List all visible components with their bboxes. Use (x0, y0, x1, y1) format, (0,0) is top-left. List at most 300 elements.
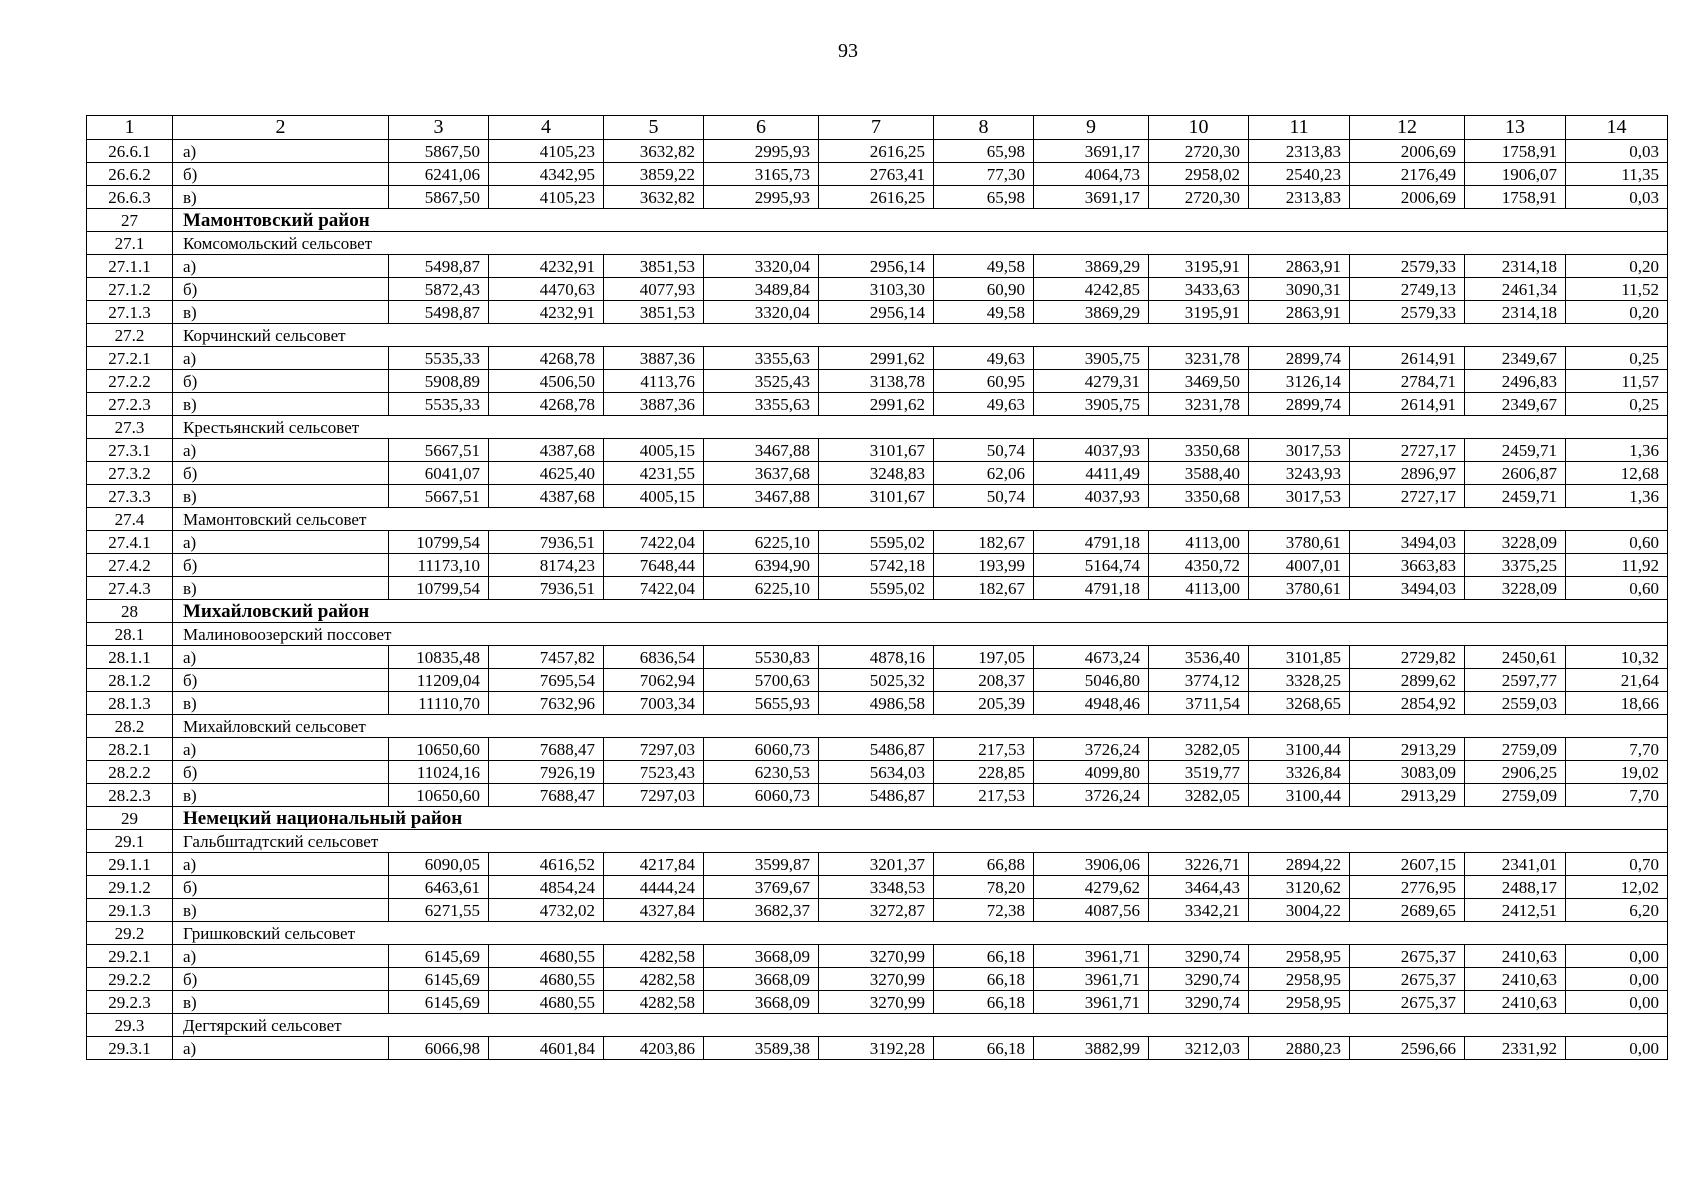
row-code: 29.2.2 (87, 968, 173, 991)
table-cell: 4279,62 (1034, 876, 1149, 899)
table-cell: 50,74 (934, 439, 1034, 462)
table-cell: 6836,54 (604, 646, 704, 669)
table-cell: 2720,30 (1149, 140, 1249, 163)
table-cell: 3320,04 (704, 255, 819, 278)
table-cell: 3887,36 (604, 393, 704, 416)
table-cell: 11,52 (1566, 278, 1668, 301)
row-label: б) (173, 968, 389, 991)
table-cell: 3494,03 (1350, 577, 1465, 600)
table-cell: 6145,69 (389, 968, 489, 991)
table-cell: 4732,02 (489, 899, 604, 922)
row-label: в) (173, 577, 389, 600)
table-cell: 4232,91 (489, 301, 604, 324)
table-cell: 3348,53 (819, 876, 934, 899)
table-cell: 3290,74 (1149, 945, 1249, 968)
table-cell: 11209,04 (389, 669, 489, 692)
row-code: 29 (87, 807, 173, 830)
table-cell: 2991,62 (819, 347, 934, 370)
table-row (87, 439, 1668, 462)
row-code: 27 (87, 209, 173, 232)
table-cell: 2313,83 (1249, 140, 1350, 163)
table-cell: 12,02 (1566, 876, 1668, 899)
table-cell: 2727,17 (1350, 439, 1465, 462)
table-cell: 0,00 (1566, 968, 1668, 991)
table-cell: 2899,74 (1249, 393, 1350, 416)
table-cell: 6225,10 (704, 577, 819, 600)
table-cell: 2559,03 (1465, 692, 1566, 715)
table-cell: 197,05 (934, 646, 1034, 669)
table-row (87, 347, 1668, 370)
row-label: б) (173, 278, 389, 301)
table-cell: 11110,70 (389, 692, 489, 715)
table-cell: 3355,63 (704, 393, 819, 416)
row-code: 29.1.1 (87, 853, 173, 876)
table-cell: 4948,46 (1034, 692, 1149, 715)
table-cell: 3290,74 (1149, 968, 1249, 991)
table-cell: 0,00 (1566, 991, 1668, 1014)
table-cell: 10799,54 (389, 531, 489, 554)
table-cell: 2863,91 (1249, 301, 1350, 324)
settlement-row (87, 623, 1668, 646)
table-cell: 3228,09 (1465, 531, 1566, 554)
table-cell: 5486,87 (819, 738, 934, 761)
table-cell: 3270,99 (819, 945, 934, 968)
table-cell: 0,00 (1566, 1037, 1668, 1060)
page-number: 93 (838, 40, 858, 62)
table-cell: 3248,83 (819, 462, 934, 485)
table-cell: 3494,03 (1350, 531, 1465, 554)
row-code: 27.4.1 (87, 531, 173, 554)
settlement-row (87, 1014, 1668, 1037)
table-cell: 4113,00 (1149, 577, 1249, 600)
row-code: 27.1.3 (87, 301, 173, 324)
table-cell: 5530,83 (704, 646, 819, 669)
table-cell: 4387,68 (489, 485, 604, 508)
column-number: 3 (389, 116, 489, 140)
table-row (87, 370, 1668, 393)
table-row (87, 577, 1668, 600)
table-cell: 5634,03 (819, 761, 934, 784)
table-cell: 3525,43 (704, 370, 819, 393)
table-cell: 2958,95 (1249, 991, 1350, 1014)
table-cell: 3375,25 (1465, 554, 1566, 577)
row-code: 27.2.3 (87, 393, 173, 416)
table-cell: 3017,53 (1249, 439, 1350, 462)
district-row (87, 807, 1668, 830)
table-row (87, 485, 1668, 508)
table-cell: 77,30 (934, 163, 1034, 186)
table-cell: 3882,99 (1034, 1037, 1149, 1060)
table-cell: 205,39 (934, 692, 1034, 715)
table-row (87, 393, 1668, 416)
table-cell: 2854,92 (1350, 692, 1465, 715)
table-cell: 2314,18 (1465, 255, 1566, 278)
table-cell: 4268,78 (489, 347, 604, 370)
column-number: 6 (704, 116, 819, 140)
column-number: 5 (604, 116, 704, 140)
row-code: 28.2 (87, 715, 173, 738)
table-cell: 182,67 (934, 531, 1034, 554)
table-cell: 3326,84 (1249, 761, 1350, 784)
table-cell: 2349,67 (1465, 347, 1566, 370)
row-code: 27.4 (87, 508, 173, 531)
table-cell: 5595,02 (819, 577, 934, 600)
table-cell: 3774,12 (1149, 669, 1249, 692)
row-code: 27.1.1 (87, 255, 173, 278)
table-row (87, 255, 1668, 278)
table-cell: 0,03 (1566, 186, 1668, 209)
table-cell: 3637,68 (704, 462, 819, 485)
table-cell: 3489,84 (704, 278, 819, 301)
table-cell: 4217,84 (604, 853, 704, 876)
table-cell: 3004,22 (1249, 899, 1350, 922)
table-cell: 0,20 (1566, 301, 1668, 324)
table-cell: 2410,63 (1465, 968, 1566, 991)
table-row (87, 991, 1668, 1014)
table-cell: 3961,71 (1034, 968, 1149, 991)
table-cell: 6463,61 (389, 876, 489, 899)
table-cell: 3101,67 (819, 485, 934, 508)
table-cell: 3433,63 (1149, 278, 1249, 301)
row-label: в) (173, 485, 389, 508)
table-cell: 2675,37 (1350, 968, 1465, 991)
table-cell: 6090,05 (389, 853, 489, 876)
row-code: 28.1.2 (87, 669, 173, 692)
table-cell: 2176,49 (1350, 163, 1465, 186)
table-cell: 2459,71 (1465, 485, 1566, 508)
table-cell: 1758,91 (1465, 140, 1566, 163)
settlement-name: Дегтярский сельсовет (173, 1014, 1668, 1037)
table-cell: 4282,58 (604, 945, 704, 968)
row-label: а) (173, 140, 389, 163)
column-number: 2 (173, 116, 389, 140)
table-cell: 50,74 (934, 485, 1034, 508)
table-cell: 3668,09 (704, 991, 819, 1014)
table-cell: 2606,87 (1465, 462, 1566, 485)
row-code: 28.1 (87, 623, 173, 646)
row-label: а) (173, 255, 389, 278)
district-row (87, 600, 1668, 623)
table-cell: 4680,55 (489, 945, 604, 968)
table-cell: 3270,99 (819, 991, 934, 1014)
table-cell: 3101,67 (819, 439, 934, 462)
table-cell: 7688,47 (489, 738, 604, 761)
column-number: 11 (1249, 116, 1350, 140)
table-cell: 5486,87 (819, 784, 934, 807)
table-cell: 5655,93 (704, 692, 819, 715)
header-row (87, 116, 1668, 140)
table-cell: 4411,49 (1034, 462, 1149, 485)
data-table (86, 115, 1668, 1060)
table-cell: 4470,63 (489, 278, 604, 301)
row-code: 27.4.2 (87, 554, 173, 577)
table-cell: 3726,24 (1034, 738, 1149, 761)
table-cell: 4342,95 (489, 163, 604, 186)
table-cell: 2006,69 (1350, 186, 1465, 209)
table-cell: 4077,93 (604, 278, 704, 301)
table-row (87, 692, 1668, 715)
table-cell: 3668,09 (704, 968, 819, 991)
table-cell: 3282,05 (1149, 784, 1249, 807)
table-cell: 6394,90 (704, 554, 819, 577)
table-cell: 3017,53 (1249, 485, 1350, 508)
table-cell: 0,60 (1566, 531, 1668, 554)
row-label: а) (173, 1037, 389, 1060)
district-row (87, 209, 1668, 232)
table-cell: 3212,03 (1149, 1037, 1249, 1060)
table-cell: 7422,04 (604, 577, 704, 600)
table-cell: 5498,87 (389, 301, 489, 324)
table-row (87, 462, 1668, 485)
table-cell: 2727,17 (1350, 485, 1465, 508)
column-number: 10 (1149, 116, 1249, 140)
table-cell: 2956,14 (819, 301, 934, 324)
table-cell: 3126,14 (1249, 370, 1350, 393)
table-row (87, 531, 1668, 554)
table-cell: 3691,17 (1034, 140, 1149, 163)
table-cell: 3100,44 (1249, 738, 1350, 761)
table-cell: 3290,74 (1149, 991, 1249, 1014)
table-cell: 3961,71 (1034, 945, 1149, 968)
table-cell: 3350,68 (1149, 439, 1249, 462)
table-cell: 4232,91 (489, 255, 604, 278)
table-cell: 6060,73 (704, 784, 819, 807)
table-cell: 10,32 (1566, 646, 1668, 669)
table-cell: 2006,69 (1350, 140, 1465, 163)
row-code: 28 (87, 600, 173, 623)
table-cell: 7,70 (1566, 738, 1668, 761)
table-cell: 5595,02 (819, 531, 934, 554)
table-cell: 4005,15 (604, 439, 704, 462)
table-cell: 65,98 (934, 186, 1034, 209)
table-cell: 72,38 (934, 899, 1034, 922)
table-cell: 4037,93 (1034, 439, 1149, 462)
table-cell: 21,64 (1566, 669, 1668, 692)
table-cell: 10799,54 (389, 577, 489, 600)
table-row (87, 968, 1668, 991)
table-cell: 2956,14 (819, 255, 934, 278)
table-cell: 4791,18 (1034, 577, 1149, 600)
table-row (87, 554, 1668, 577)
table-cell: 6241,06 (389, 163, 489, 186)
table-cell: 5535,33 (389, 347, 489, 370)
table-row (87, 186, 1668, 209)
table-cell: 4506,50 (489, 370, 604, 393)
table-cell: 2314,18 (1465, 301, 1566, 324)
table-cell: 3231,78 (1149, 393, 1249, 416)
table-cell: 3467,88 (704, 485, 819, 508)
table-cell: 5667,51 (389, 439, 489, 462)
table-cell: 3282,05 (1149, 738, 1249, 761)
table-cell: 5025,32 (819, 669, 934, 692)
table-cell: 3536,40 (1149, 646, 1249, 669)
row-code: 26.6.1 (87, 140, 173, 163)
table-cell: 0,70 (1566, 853, 1668, 876)
row-code: 28.1.1 (87, 646, 173, 669)
row-code: 29.3 (87, 1014, 173, 1037)
table-cell: 2596,66 (1350, 1037, 1465, 1060)
table-cell: 5867,50 (389, 140, 489, 163)
table-cell: 4327,84 (604, 899, 704, 922)
table-cell: 4791,18 (1034, 531, 1149, 554)
settlement-row (87, 715, 1668, 738)
row-label: в) (173, 991, 389, 1014)
table-cell: 5867,50 (389, 186, 489, 209)
table-cell: 60,90 (934, 278, 1034, 301)
district-name: Михайловский район (173, 600, 1668, 623)
table-cell: 3961,71 (1034, 991, 1149, 1014)
table-cell: 2863,91 (1249, 255, 1350, 278)
table-cell: 4680,55 (489, 968, 604, 991)
table-cell: 4279,31 (1034, 370, 1149, 393)
table-cell: 3268,65 (1249, 692, 1350, 715)
table-cell: 2776,95 (1350, 876, 1465, 899)
settlement-name: Мамонтовский сельсовет (173, 508, 1668, 531)
table-cell: 3231,78 (1149, 347, 1249, 370)
column-number: 14 (1566, 116, 1668, 140)
table-cell: 2749,13 (1350, 278, 1465, 301)
table-cell: 4625,40 (489, 462, 604, 485)
table-cell: 3691,17 (1034, 186, 1149, 209)
table-cell: 10835,48 (389, 646, 489, 669)
row-code: 29.2.3 (87, 991, 173, 1014)
row-label: в) (173, 301, 389, 324)
table-cell: 4242,85 (1034, 278, 1149, 301)
table-cell: 11,92 (1566, 554, 1668, 577)
table-cell: 3588,40 (1149, 462, 1249, 485)
table-cell: 3632,82 (604, 140, 704, 163)
row-code: 27.2.2 (87, 370, 173, 393)
table-cell: 6060,73 (704, 738, 819, 761)
table-cell: 0,60 (1566, 577, 1668, 600)
column-number: 4 (489, 116, 604, 140)
table-cell: 2496,83 (1465, 370, 1566, 393)
table-cell: 2784,71 (1350, 370, 1465, 393)
table-cell: 4387,68 (489, 439, 604, 462)
table-cell: 3342,21 (1149, 899, 1249, 922)
table-row (87, 301, 1668, 324)
table-row (87, 899, 1668, 922)
table-row (87, 876, 1668, 899)
table-cell: 2675,37 (1350, 945, 1465, 968)
table-cell: 2896,97 (1350, 462, 1465, 485)
table-cell: 49,58 (934, 301, 1034, 324)
table-cell: 3103,30 (819, 278, 934, 301)
table-cell: 2614,91 (1350, 393, 1465, 416)
settlement-name: Комсомольский сельсовет (173, 232, 1668, 255)
row-label: в) (173, 393, 389, 416)
table-cell: 4087,56 (1034, 899, 1149, 922)
row-code: 26.6.3 (87, 186, 173, 209)
row-code: 29.1 (87, 830, 173, 853)
table-cell: 3780,61 (1249, 531, 1350, 554)
table-cell: 3887,36 (604, 347, 704, 370)
table-cell: 60,95 (934, 370, 1034, 393)
table-cell: 2488,17 (1465, 876, 1566, 899)
table-cell: 2729,82 (1350, 646, 1465, 669)
table-cell: 2899,74 (1249, 347, 1350, 370)
table-cell: 3711,54 (1149, 692, 1249, 715)
table-cell: 78,20 (934, 876, 1034, 899)
table-cell: 1,36 (1566, 485, 1668, 508)
table-cell: 1758,91 (1465, 186, 1566, 209)
table-cell: 4203,86 (604, 1037, 704, 1060)
table-cell: 1906,07 (1465, 163, 1566, 186)
table-cell: 6271,55 (389, 899, 489, 922)
table-cell: 11024,16 (389, 761, 489, 784)
table-cell: 7297,03 (604, 738, 704, 761)
table-cell: 2763,41 (819, 163, 934, 186)
row-code: 29.3.1 (87, 1037, 173, 1060)
table-cell: 4037,93 (1034, 485, 1149, 508)
table-cell: 3270,99 (819, 968, 934, 991)
table-cell: 4350,72 (1149, 554, 1249, 577)
table-cell: 2995,93 (704, 140, 819, 163)
table-row (87, 140, 1668, 163)
table-cell: 6041,07 (389, 462, 489, 485)
table-cell: 4231,55 (604, 462, 704, 485)
table-cell: 11,57 (1566, 370, 1668, 393)
table-row (87, 738, 1668, 761)
table-cell: 3469,50 (1149, 370, 1249, 393)
table-cell: 2607,15 (1350, 853, 1465, 876)
table-cell: 49,63 (934, 393, 1034, 416)
settlement-row (87, 416, 1668, 439)
settlement-name: Крестьянский сельсовет (173, 416, 1668, 439)
row-label: а) (173, 531, 389, 554)
settlement-name: Малиновоозерский поссовет (173, 623, 1668, 646)
table-cell: 4064,73 (1034, 163, 1149, 186)
table-cell: 7457,82 (489, 646, 604, 669)
table-cell: 3632,82 (604, 186, 704, 209)
table-cell: 3120,62 (1249, 876, 1350, 899)
table-cell: 2995,93 (704, 186, 819, 209)
column-number: 7 (819, 116, 934, 140)
row-label: в) (173, 899, 389, 922)
column-number: 8 (934, 116, 1034, 140)
settlement-name: Корчинский сельсовет (173, 324, 1668, 347)
table-cell: 3859,22 (604, 163, 704, 186)
table-cell: 5908,89 (389, 370, 489, 393)
table-cell: 3165,73 (704, 163, 819, 186)
table-row (87, 761, 1668, 784)
table-row (87, 784, 1668, 807)
row-code: 27.3.1 (87, 439, 173, 462)
table-cell: 2461,34 (1465, 278, 1566, 301)
table-cell: 10650,60 (389, 784, 489, 807)
table-cell: 7297,03 (604, 784, 704, 807)
table-cell: 2913,29 (1350, 784, 1465, 807)
table-cell: 66,88 (934, 853, 1034, 876)
table-cell: 4878,16 (819, 646, 934, 669)
table-cell: 217,53 (934, 738, 1034, 761)
table-cell: 7523,43 (604, 761, 704, 784)
table-cell: 2331,92 (1465, 1037, 1566, 1060)
table-cell: 3599,87 (704, 853, 819, 876)
table-cell: 4616,52 (489, 853, 604, 876)
table-cell: 5535,33 (389, 393, 489, 416)
table-cell: 7695,54 (489, 669, 604, 692)
table-cell: 4601,84 (489, 1037, 604, 1060)
table-cell: 2675,37 (1350, 991, 1465, 1014)
row-code: 27.3.2 (87, 462, 173, 485)
table-cell: 2597,77 (1465, 669, 1566, 692)
table-cell: 3589,38 (704, 1037, 819, 1060)
row-label: б) (173, 554, 389, 577)
table-cell: 217,53 (934, 784, 1034, 807)
row-code: 28.2.2 (87, 761, 173, 784)
table-cell: 0,00 (1566, 945, 1668, 968)
